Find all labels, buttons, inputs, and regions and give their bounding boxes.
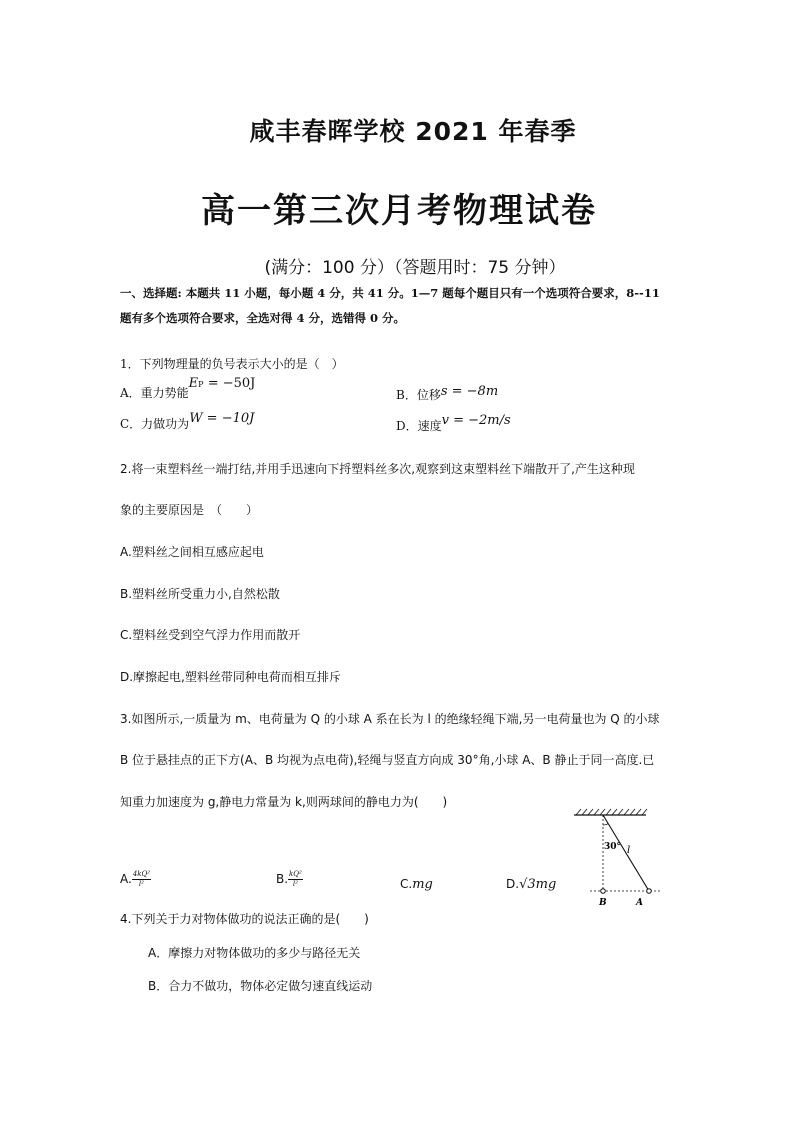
section-instruction-line1: 一、选择题: 本题共 11 小题，每小题 4 分，共 41 分。1—7 题每个题目只有一个选项符合要求，8--11 [120,286,660,300]
q4-stem: 4.下列关于力对物体做功的说法正确的是( ) [120,912,369,926]
q1-option-b-math: s = −8m [440,384,499,399]
q3-option-a-fraction [132,870,151,889]
q1-option-a-value: = −50J [203,376,256,391]
q3-option-c-label: C. [400,877,413,891]
q3-option-d [506,877,556,892]
q1-option-a-symbol: E [188,376,199,391]
q3-option-b-fraction [288,870,303,889]
q3-option-a-numerator: 4kQ² [132,870,151,878]
angle-arc [603,824,608,825]
point-a-label: A [636,898,643,908]
q3-option-d-math: √3mg [519,877,557,892]
exam-title: 高一第三次月考物理试卷 [201,191,597,231]
q1-option-a-label: A．重力势能 [120,386,189,400]
ball-a [647,889,652,894]
rope-label: l [627,845,631,856]
q3-stem-line3: 知重力加速度为 g,静电力常量为 k,则两球间的静电力为( ) [120,795,448,809]
q3-option-c-math: mg [412,877,433,892]
q1-option-d-math: v = −2m/s [441,413,511,428]
q3-option-b [276,870,303,889]
q1-option-c-label: C．力做功为 [120,417,190,431]
q3-option-b-label: B. [276,872,289,886]
q3-option-c [400,877,433,892]
q3-stem-line2: B 位于悬挂点的正下方(A、B 均视为点电荷),轻绳与竖直方向成 30°角,小球 A、B 静止于同一高度.已 [120,753,655,767]
ball-b [601,889,606,894]
q1-option-b-label: B．位移 [396,388,441,402]
ceiling-hatch [574,809,647,815]
q3-option-b-numerator: kQ² [289,870,302,878]
q3-option-a [120,870,151,889]
q3-stem-line1: 3.如图所示,一质量为 m、电荷量为 Q 的小球 A 系在长为 l 的绝缘轻绳下端,另一电荷量也为 Q 的小球 [120,712,660,726]
section-instruction-line2: 题有多个选项符合要求，全选对得 4 分，选错得 0 分。 [120,311,406,325]
q1-option-b [396,386,498,403]
rope-line [603,815,649,891]
q3-option-d-label: D. [506,877,520,891]
q2-option-a: A.塑料丝之间相互感应起电 [120,545,264,559]
q3-option-a-denominator: l² [138,880,144,888]
q3-option-b-denominator: l² [292,880,298,888]
q1-option-a-subscript: P [198,380,204,389]
q2-option-d: D.摩擦起电,塑料丝带同种电荷而相互排斥 [120,670,341,684]
q3-option-a-label: A. [120,872,132,886]
angle-label: 30° [604,842,622,852]
q1-option-a [120,376,256,401]
q4-option-b: B．合力不做功，物体必定做匀速直线运动 [148,979,373,993]
q1-option-d-label: D．速度 [396,419,442,433]
q4-option-a: A．摩擦力对物体做功的多少与路径无关 [148,946,361,960]
q2-stem-line1: 2.将一束塑料丝一端打结,并用手迅速向下捋塑料丝多次,观察到这束塑料丝下端散开了,产生这种现 [120,462,635,476]
q2-option-b: B.塑料丝所受重力小,自然松散 [120,587,280,601]
q2-stem-line2: 象的主要原因是 （ ） [120,503,259,517]
q2-option-c: C.塑料丝受到空气浮力作用而散开 [120,628,301,642]
q1-option-d [396,413,511,434]
exam-subtitle: (满分：100 分）（答题用时：75 分钟） [264,258,566,278]
q1-option-c-math: W = −10J [189,411,255,426]
q1-stem: 1．下列物理量的负号表示大小的是（ ） [120,357,344,371]
q1-option-c [120,411,255,432]
school-title: 咸丰春晖学校 2021 年春季 [249,117,577,146]
q3-figure [568,808,678,908]
point-b-label: B [599,898,607,908]
